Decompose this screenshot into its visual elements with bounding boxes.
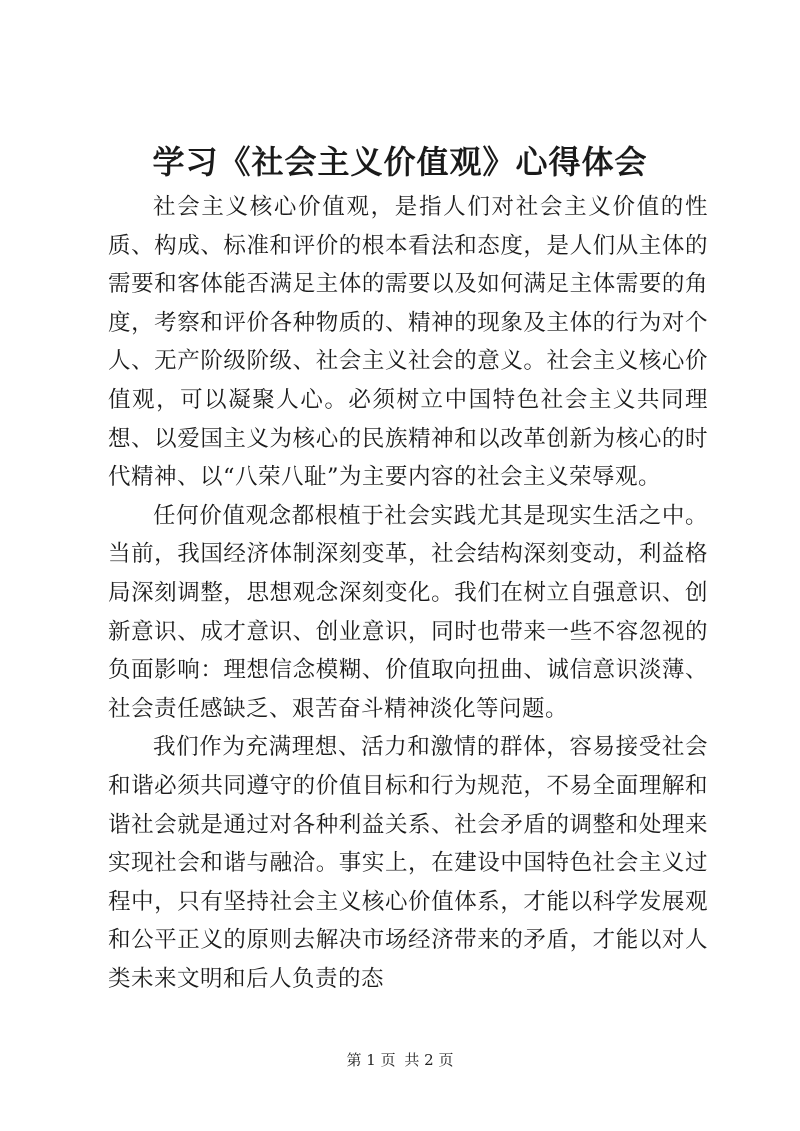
- page-footer: [0, 1050, 800, 1070]
- page-number: 第 1 页: [346, 1051, 396, 1069]
- document-title: 学习《社会主义价值观》心得体会: [152, 143, 648, 181]
- paragraph-2: 任何价值观念都根植于社会实践尤其是现实生活之中。当前，我国经济体制深刻变革，社会结构深刻变动，利益格局深刻调整，思想观念深刻变化。我们在树立自强意识、创新意识、成才意识、创业意识，同时也带来一些不容忽视的负面影响：理想信念模糊、价值取向扭曲、诚信意识淡薄、社会责任感缺乏、艰苦奋斗精神淡化等问题。: [108, 502, 708, 722]
- paragraph-3: 我们作为充满理想、活力和激情的群体，容易接受社会和谐必须共同遵守的价值目标和行为规范，不易全面理解和谐社会就是通过对各种利益关系、社会矛盾的调整和处理来实现社会和谐与融洽。事实上，在建设中国特色社会主义过程中，只有坚持社会主义核心价值体系，才能以科学发展观和公平正义的原则去解决市场经济带来的矛盾，才能以对人类未来文明和后人负责的态: [108, 734, 708, 992]
- page-total: 共 2 页: [404, 1051, 454, 1069]
- paragraph-1: 社会主义核心价值观，是指人们对社会主义价值的性质、构成、标准和评价的根本看法和态度，是人们从主体的需要和客体能否满足主体的需要以及如何满足主体需要的角度，考察和评价各种物质的、精神的现象及主体的行为对个人、无产阶级阶级、社会主义社会的意义。社会主义核心价值观，可以凝聚人心。必须树立中国特色社会主义共同理想、以爱国主义为核心的民族精神和以改革创新为核心的时代精神、以“八荣八耻”为主要内容的社会主义荣辱观。: [108, 194, 708, 491]
- document-body: [108, 188, 708, 998]
